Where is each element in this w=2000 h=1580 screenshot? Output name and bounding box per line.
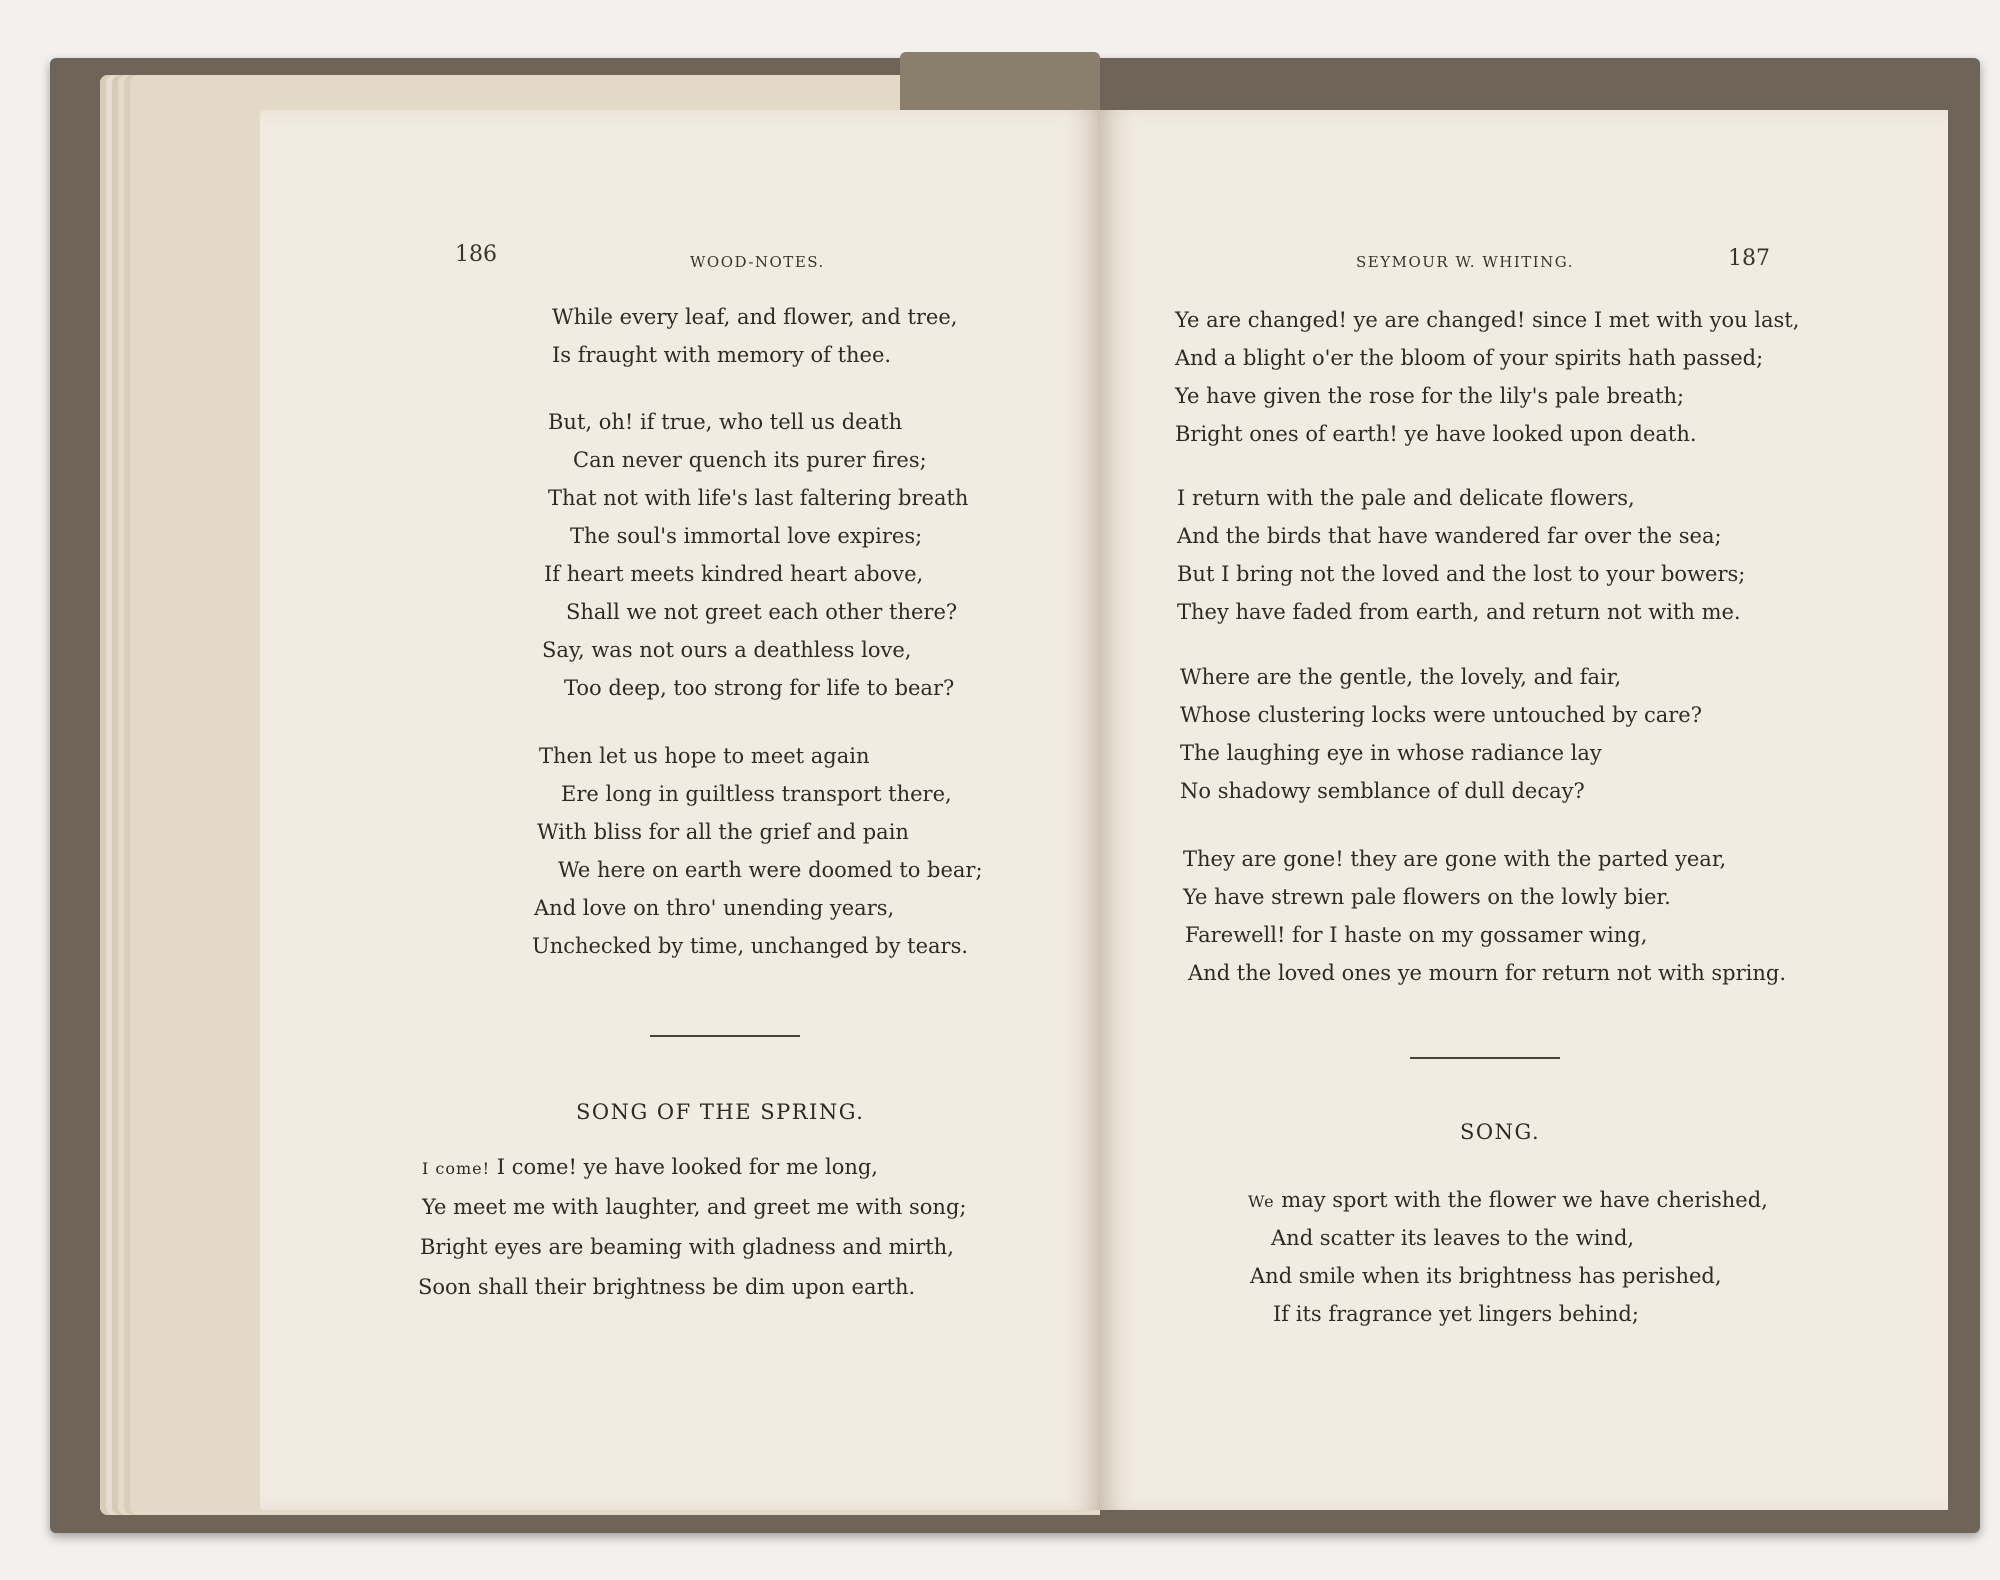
verse-line: But, oh! if true, who tell us death	[548, 410, 903, 434]
verse-line-first	[1248, 1188, 1768, 1212]
verse-line: Where are the gentle, the lovely, and fair,	[1180, 665, 1622, 689]
section-title-left: SONG OF THE SPRING.	[576, 1100, 865, 1124]
verse-line: But I bring not the loved and the lost to your bowers;	[1177, 562, 1746, 586]
verse-line: Ere long in guiltless transport there,	[561, 782, 952, 806]
verse-line-first	[422, 1155, 878, 1179]
verse-line: Soon shall their brightness be dim upon earth.	[418, 1275, 916, 1299]
verse-line: And smile when its brightness has perished,	[1250, 1264, 1722, 1288]
first-word-small-caps: I come!	[422, 1159, 491, 1178]
left-page	[260, 110, 1098, 1510]
verse-line: Bright eyes are beaming with gladness and mirth,	[420, 1235, 954, 1259]
verse-line: Shall we not greet each other there?	[566, 600, 958, 624]
verse-line: If its fragrance yet lingers behind;	[1273, 1302, 1639, 1326]
verse-line: No shadowy semblance of dull decay?	[1180, 779, 1585, 803]
verse-text: I come! ye have looked for me long,	[490, 1155, 878, 1179]
verse-line: And the birds that have wandered far over the sea;	[1177, 524, 1722, 548]
verse-line: Say, was not ours a deathless love,	[542, 638, 912, 662]
verse-line: Is fraught with memory of thee.	[552, 343, 892, 367]
verse-line: The laughing eye in whose radiance lay	[1180, 741, 1602, 765]
section-divider	[650, 1035, 800, 1037]
verse-line: And a blight o'er the bloom of your spirits hath passed;	[1175, 346, 1764, 370]
verse-line: Then let us hope to meet again	[539, 744, 870, 768]
verse-line: Unchecked by time, unchanged by tears.	[532, 934, 969, 958]
verse-line: Ye are changed! ye are changed! since I met with you last,	[1175, 308, 1800, 332]
verse-text: may sport with the flower we have cherished,	[1274, 1188, 1768, 1212]
running-head-left: WOOD-NOTES.	[690, 253, 825, 271]
verse-line: Can never quench its purer fires;	[573, 448, 927, 472]
verse-line: While every leaf, and flower, and tree,	[552, 305, 958, 329]
verse-line: Ye have given the rose for the lily's pale breath;	[1175, 384, 1685, 408]
verse-line: Farewell! for I haste on my gossamer wing,	[1185, 923, 1648, 947]
verse-line: The soul's immortal love expires;	[570, 524, 923, 548]
verse-line: And the loved ones ye mourn for return not with spring.	[1188, 961, 1787, 985]
first-word-small-caps: We	[1248, 1192, 1275, 1211]
page-number-right: 187	[1728, 246, 1770, 271]
right-page	[1098, 110, 1948, 1510]
verse-line: Bright ones of earth! ye have looked upon death.	[1175, 422, 1697, 446]
running-head-right: SEYMOUR W. WHITING.	[1356, 253, 1575, 271]
verse-line: With bliss for all the grief and pain	[537, 820, 909, 844]
verse-line: Ye meet me with laughter, and greet me with song;	[422, 1195, 967, 1219]
verse-line: Too deep, too strong for life to bear?	[564, 676, 955, 700]
verse-line: Ye have strewn pale flowers on the lowly bier.	[1183, 885, 1671, 909]
verse-line: And scatter its leaves to the wind,	[1271, 1226, 1635, 1250]
verse-line: They have faded from earth, and return not with me.	[1177, 600, 1741, 624]
verse-line: They are gone! they are gone with the parted year,	[1183, 847, 1727, 871]
verse-line: Whose clustering locks were untouched by care?	[1180, 703, 1702, 727]
section-divider	[1410, 1057, 1560, 1059]
section-title-right: SONG.	[1460, 1120, 1541, 1144]
verse-line: I return with the pale and delicate flowers,	[1177, 486, 1635, 510]
verse-line: If heart meets kindred heart above,	[544, 562, 924, 586]
page-number-left: 186	[455, 242, 497, 267]
verse-line: That not with life's last faltering breath	[548, 486, 969, 510]
verse-line: And love on thro' unending years,	[534, 896, 895, 920]
verse-line: We here on earth were doomed to bear;	[558, 858, 983, 882]
